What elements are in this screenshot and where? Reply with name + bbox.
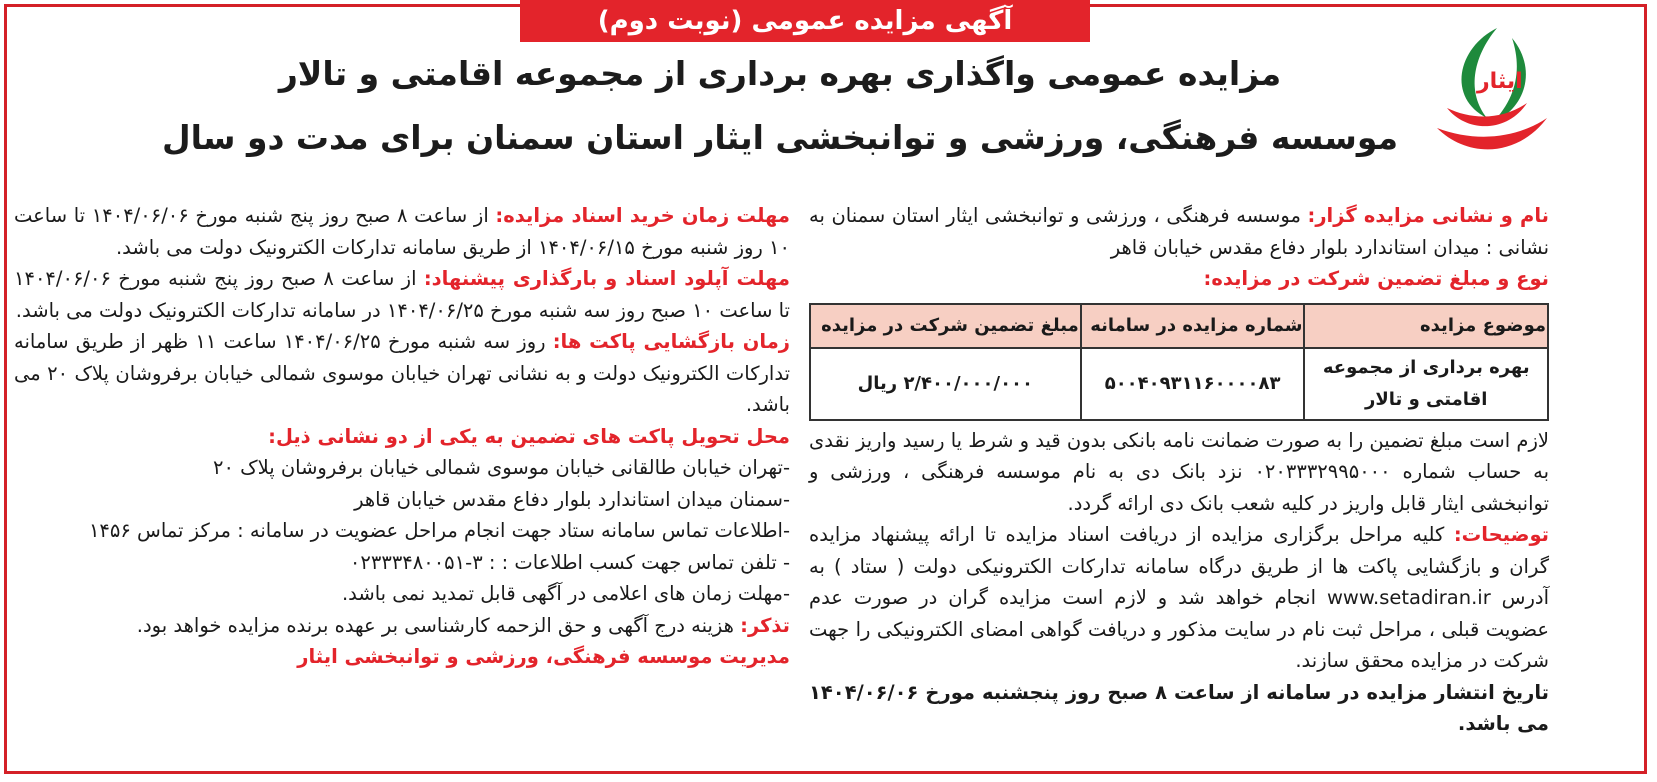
left-column bbox=[14, 200, 790, 673]
organizer-info: نام و نشانی مزایده گزار: موسسه فرهنگی ، ورزشی و توانبخشی ایثار استان سمنان به نشانی : میدان استاندارد بلوار دفاع مقدس خیابان قاهر bbox=[809, 204, 1549, 259]
list-item: - تلفن تماس جهت کسب اطلاعات : : ۳-۰۲۳۳۳۴۸۰۰۵۱ bbox=[349, 550, 790, 574]
cell-number: ۵۰۰۴۰۹۳۱۱۶۰۰۰۰۸۳ bbox=[1081, 348, 1305, 420]
guarantee-heading: نوع و مبلغ تضمین شرکت در مزایده: bbox=[1203, 267, 1549, 290]
auction-table bbox=[809, 303, 1549, 421]
signature: مدیریت موسسه فرهنگی، ورزشی و توانبخشی ایثار bbox=[297, 645, 790, 668]
guarantee-text: لازم است مبلغ تضمین را به صورت ضمانت نامه بانکی بدون قید و شرط یا رسید واریز نقدی به حساب شماره ۰۲۰۳۳۳۲۹۹۵۰۰۰ نزد بانک دی به نام موسسه فرهنگی ، ورزشی و توانبخشی ایثار قابل واریز در کلیه شعب بانک دی ارائه گردد. bbox=[809, 428, 1549, 515]
cell-amount: ۲/۴۰۰/۰۰۰/۰۰۰ ریال bbox=[810, 348, 1081, 420]
cell-subject: بهره برداری از مجموعه اقامتی و تالار bbox=[1304, 348, 1548, 420]
table-row bbox=[810, 348, 1548, 420]
publish-date: تاریخ انتشار مزایده در سامانه از ساعت ۸ صبح روز پنجشنبه مورخ ۱۴۰۴/۰۶/۰۶ می باشد. bbox=[809, 680, 1549, 735]
header-amount: مبلغ تضمین شرکت در مزایده bbox=[810, 304, 1081, 348]
setad-link[interactable]: www.setadiran.ir bbox=[1326, 586, 1491, 609]
list-item: -مهلت زمان های اعلامی در آگهی قابل تمدید نمی باشد. bbox=[341, 582, 790, 605]
list-item: -اطلاعات تماس سامانه ستاد جهت انجام مراحل عضویت در سامانه : مرکز تماس ۱۴۵۶ bbox=[88, 519, 790, 542]
delivery-heading: محل تحویل پاکت های تضمین به یکی از دو نشانی ذیل: bbox=[268, 424, 790, 448]
notice-banner: آگهی مزایده عمومی (نوبت دوم) bbox=[520, 0, 1090, 42]
page-title: مزایده عمومی واگذاری بهره برداری از مجموعه اقامتی و تالار bbox=[278, 54, 1282, 93]
list-item: -تهران خیابان طالقانی خیابان موسوی شمالی خیابان برفروشان پلاک ۲۰ bbox=[212, 456, 790, 479]
right-column bbox=[809, 200, 1549, 740]
header-subject: موضوع مزایده bbox=[1304, 304, 1548, 348]
upload-deadline: مهلت آپلود اسناد و بارگذاری پیشنهاد: از ساعت ۸ صبح روز پنج شنبه مورخ ۱۴۰۴/۰۶/۰۶ تا ساعت ۱۰ صبح روز سه شنبه مورخ ۱۴۰۴/۰۶/۲۵ در سامانه تدارکات الکترونیک دولت می باشد. bbox=[14, 267, 790, 322]
svg-text:ایثار: ایثار bbox=[1477, 69, 1523, 94]
opening-time: زمان بازگشایی پاکت ها: روز سه شنبه مورخ ۱۴۰۴/۰۶/۲۵ ساعت ۱۱ ظهر از طریق سامانه تدارکات الکترونیک دولت و به نشانی تهران خیابان موسوی شمالی خیابان برفروشان پلاک ۲۰ می باشد. bbox=[14, 330, 790, 416]
reminder: تذکر: هزینه درج آگهی و حق الزحمه کارشناسی بر عهده برنده مزایده خواهد بود. bbox=[136, 613, 790, 637]
notes: توضیحات: کلیه مراحل برگزاری مزایده از دریافت اسناد مزایده تا ارائه پیشنهاد مزایده گران و بازگشایی پاکت ها از طریق درگاه سامانه تدارکات الکترونیکی دولت ( ستاد ) به آدرس www.setadiran.ir انجام خواهد شد و لازم است مزایده گران در صورت عدم عضویت قبلی ، مراحل ثبت نام در سایت مذکور و دریافت گواهی امضای الکترونیکی را جهت شرکت در مزایده محقق سازند. bbox=[809, 523, 1549, 672]
header-number: شماره مزایده در سامانه bbox=[1081, 304, 1305, 348]
list-item: -سمنان میدان استاندارد بلوار دفاع مقدس خیابان قاهر bbox=[354, 487, 790, 511]
buy-deadline: مهلت زمان خرید اسناد مزایده: از ساعت ۸ صبح روز پنج شنبه مورخ ۱۴۰۴/۰۶/۰۶ تا ساعت ۱۰ روز شنبه مورخ ۱۴۰۴/۰۶/۱۵ از طریق سامانه تدارکات الکترونیک دولت می باشد. bbox=[14, 204, 790, 259]
isar-logo bbox=[1417, 8, 1567, 168]
page-subtitle: موسسه فرهنگی، ورزشی و توانبخشی ایثار استان سمنان برای مدت دو سال bbox=[161, 118, 1399, 157]
